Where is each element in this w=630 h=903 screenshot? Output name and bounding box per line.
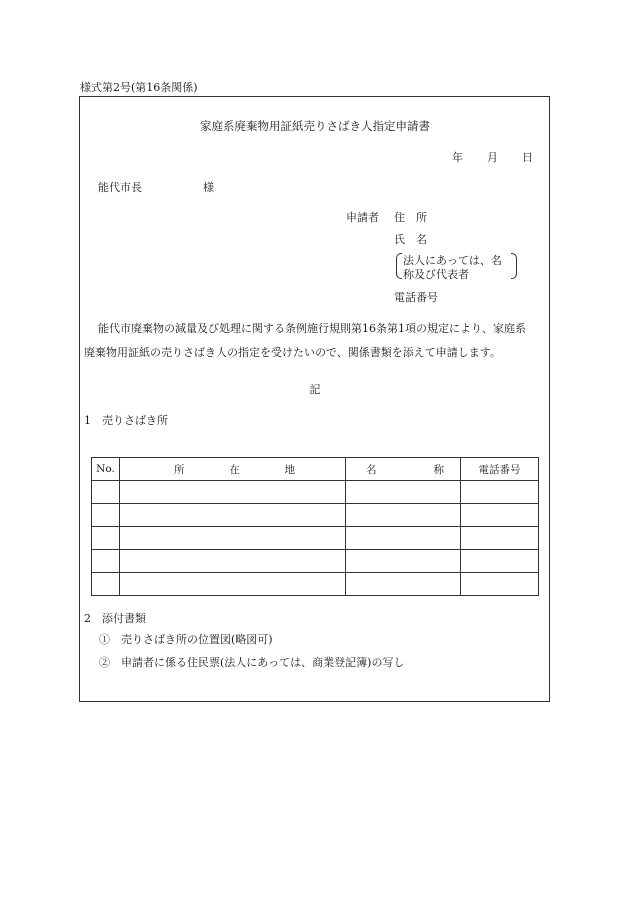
corp-note-left-bracket [396, 253, 402, 279]
date-month-label: 月 [487, 151, 498, 164]
body-text-line-2: 廃棄物用証紙の売りさばき人の指定を受けたいので、関係書類を添えて申請します。 [84, 346, 501, 359]
cell-name[interactable] [346, 573, 461, 596]
header-location-char-3: 地 [284, 463, 295, 476]
corp-note-line-1: 法人にあっては、名 [403, 254, 502, 267]
table-header-row [92, 458, 539, 481]
cell-name[interactable] [346, 504, 461, 527]
body-text-line-1: 能代市廃棄物の減量及び処理に関する条例施行規則第16条第1項の規定により、家庭系 [98, 322, 526, 335]
header-name-char-2: 称 [433, 463, 444, 476]
applicant-name-label: 氏 名 [394, 233, 427, 246]
header-location-char-1: 所 [174, 463, 185, 476]
cell-no[interactable] [92, 527, 120, 550]
corp-note-line-2: 称及び代表者 [403, 268, 469, 281]
header-name-char-1: 名 [366, 463, 377, 476]
cell-phone[interactable] [461, 527, 539, 550]
table-row [92, 481, 539, 504]
table-row [92, 504, 539, 527]
header-phone: 電話番号 [461, 458, 539, 481]
cell-location[interactable] [120, 504, 346, 527]
table-row [92, 573, 539, 596]
record-mark: 記 [309, 383, 321, 396]
cell-no[interactable] [92, 550, 120, 573]
attachment-item-2: ② 申請者に係る住民票(法人にあっては、商業登記簿)の写し [99, 656, 405, 669]
document-title: 家庭系廃棄物用証紙売りさばき人指定申請書 [200, 119, 430, 133]
table-row [92, 527, 539, 550]
applicant-label: 申請者 [346, 211, 379, 224]
section-2-heading: 2 添付書類 [84, 612, 146, 625]
cell-phone[interactable] [461, 481, 539, 504]
cell-location[interactable] [120, 573, 346, 596]
cell-phone[interactable] [461, 573, 539, 596]
cell-name[interactable] [346, 550, 461, 573]
applicant-phone-label: 電話番号 [394, 291, 438, 304]
header-no: No. [92, 458, 120, 481]
form-frame [79, 96, 550, 702]
cell-no[interactable] [92, 481, 120, 504]
cell-phone[interactable] [461, 504, 539, 527]
attachment-item-1: ① 売りさばき所の位置図(略図可) [99, 633, 273, 646]
table-row [92, 550, 539, 573]
cell-name[interactable] [346, 527, 461, 550]
addressee-honorific: 様 [203, 181, 214, 194]
addressee-name: 能代市長 [98, 181, 142, 194]
cell-location[interactable] [120, 481, 346, 504]
cell-no[interactable] [92, 504, 120, 527]
cell-location[interactable] [120, 527, 346, 550]
form-number-label: 様式第2号(第16条関係) [80, 81, 198, 94]
cell-no[interactable] [92, 573, 120, 596]
header-location [120, 458, 346, 481]
header-name [346, 458, 461, 481]
section-1-heading: 1 売りさばき所 [84, 414, 168, 427]
corp-note-right-bracket [511, 253, 517, 279]
applicant-address-label: 住 所 [394, 211, 427, 224]
date-year-label: 年 [452, 151, 463, 164]
header-location-char-2: 在 [229, 463, 240, 476]
sales-sites-table [91, 457, 539, 596]
cell-location[interactable] [120, 550, 346, 573]
cell-name[interactable] [346, 481, 461, 504]
cell-phone[interactable] [461, 550, 539, 573]
date-day-label: 日 [522, 151, 533, 164]
